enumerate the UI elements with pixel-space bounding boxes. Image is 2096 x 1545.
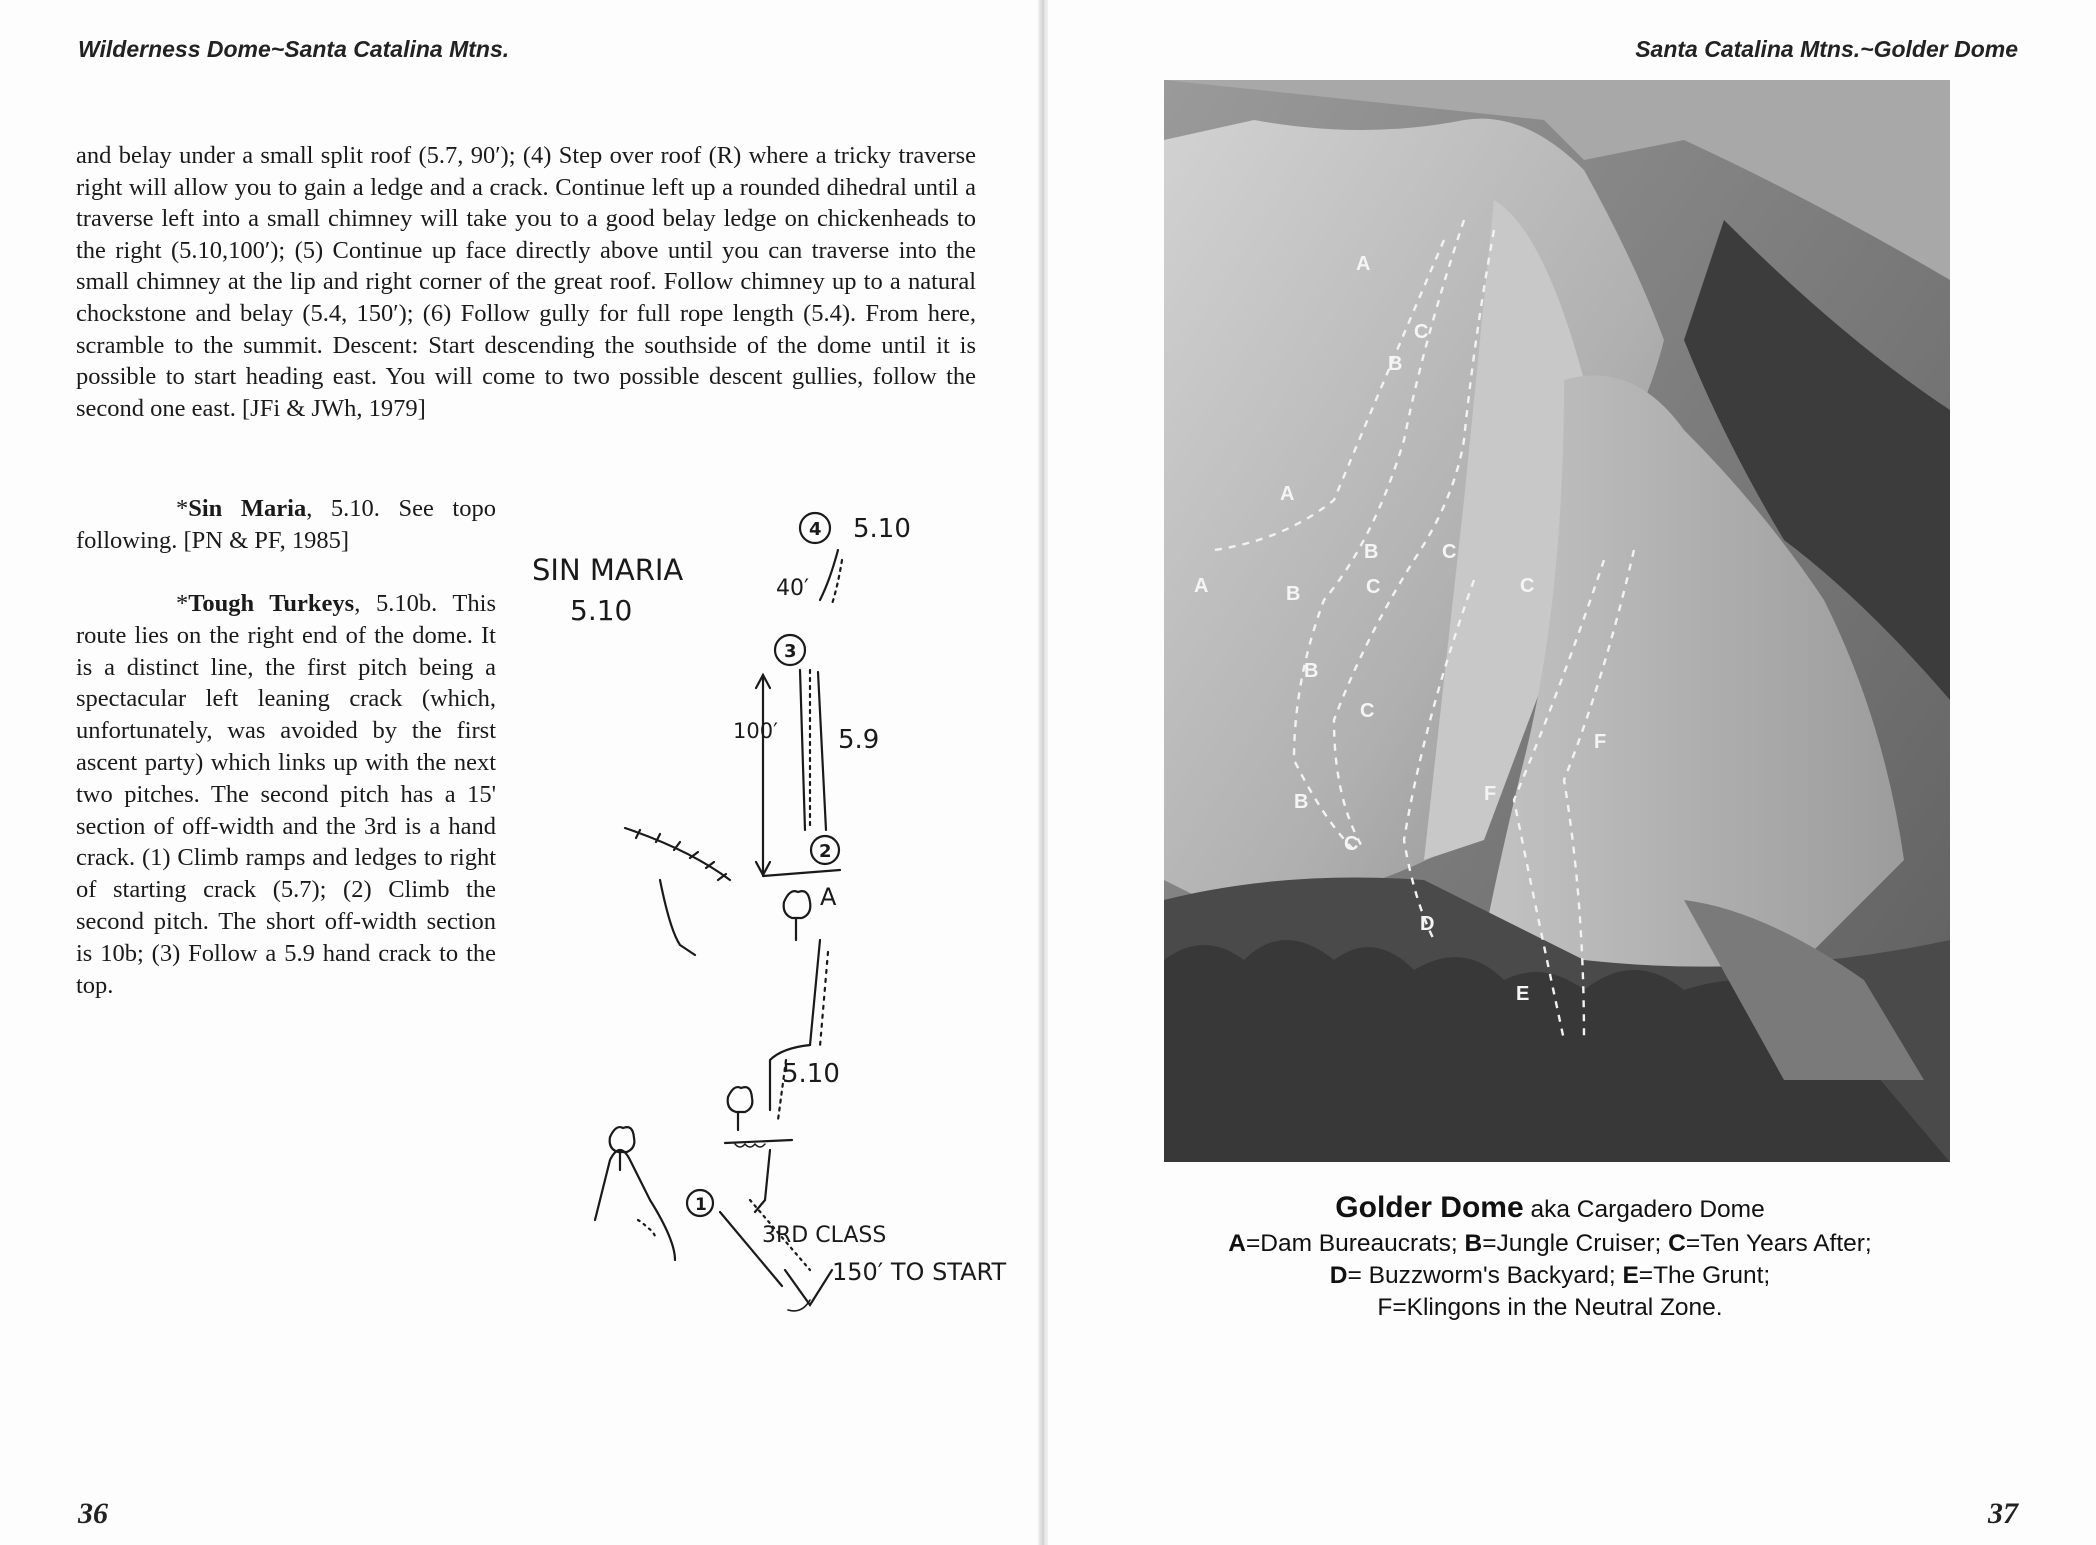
photo-label-e: E — [1516, 983, 1530, 1005]
legend-value-e: =The Grunt; — [1638, 1262, 1771, 1289]
pitch-grade-4: 5.10 — [853, 514, 911, 544]
photo-label-c-3: C — [1366, 576, 1381, 598]
photo-illustration — [1164, 80, 1950, 1162]
belay-number-2: 2 — [819, 841, 832, 862]
photo-label-b-4: B — [1304, 660, 1319, 682]
roof-line — [625, 828, 730, 880]
caption-dome-name: Golder Dome — [1335, 1191, 1524, 1224]
page-number-left: 36 — [78, 1497, 108, 1530]
page-number-right: 37 — [1988, 1497, 2018, 1530]
route-name-tough-turkeys: Tough Turkeys — [188, 590, 355, 617]
route-crack-line — [818, 672, 826, 830]
pitch-length-40: 40′ — [776, 576, 809, 601]
belay-number-4: 4 — [809, 519, 822, 540]
route-line-pitch3 — [800, 670, 805, 830]
pinnacle-outline — [595, 1150, 675, 1260]
photo-label-c-4: C — [1360, 700, 1375, 722]
photo-label-c-5: C — [1344, 833, 1359, 855]
legend-value-c: =Ten Years After; — [1685, 1230, 1872, 1257]
route-description-tough-turkeys: , 5.10b. This route lies on the right end of the dome. It is a distinct line, the first pitch being a spectacular left leaning crack (which, unfortunately, was avoided by the first ascent party) which links up with the next two pitches. The second pitch has a 15' section of off-width and the 3rd is a hand crack. (1) Climb ramps and ledges to right of starting crack (5.7); (2) Climb the second pitch. The short off-width section is 10b; (3) Follow a 5.9 hand crack to the top. — [76, 590, 496, 999]
photo-label-b-5: B — [1294, 791, 1309, 813]
topo-grade: 5.10 — [570, 594, 633, 627]
left-page — [0, 0, 1040, 1545]
photo-label-b-3: B — [1286, 583, 1301, 605]
corner-line — [660, 880, 695, 955]
legend-value-a: =Dam Bureaucrats; — [1245, 1230, 1465, 1257]
photo-label-d: D — [1420, 913, 1435, 935]
caption-aka: aka Cargadero Dome — [1523, 1196, 1765, 1223]
photo-caption-title — [1120, 1192, 1980, 1226]
photo-label-b-2: B — [1364, 541, 1379, 563]
photo-label-a-3: A — [1194, 575, 1209, 597]
pitch-grade-510-lower: 5.10 — [782, 1059, 840, 1089]
pitch-grade-59: 5.9 — [838, 725, 880, 755]
photo-label-c-2: C — [1442, 541, 1457, 563]
sin-maria-topo-diagram — [520, 500, 1040, 1340]
photo-label-f-1: C — [1520, 575, 1535, 597]
route-line-start — [755, 1150, 770, 1212]
belay-number-3: 3 — [784, 641, 797, 662]
route-name-sin-maria: Sin Maria — [188, 495, 307, 522]
route-sin-maria — [76, 493, 496, 557]
legend-key-c: C — [1668, 1230, 1686, 1257]
caption-legend-line-1 — [1120, 1228, 1980, 1260]
route-line-pitch1 — [810, 940, 820, 1045]
running-head-right: Santa Catalina Mtns.~Golder Dome — [1635, 36, 2018, 62]
legend-value-d: = Buzzworm's Backyard; — [1347, 1262, 1623, 1289]
route-description-sin-maria: , 5.10. See topo following. [PN & PF, 1985] — [76, 495, 496, 554]
pitch-length-100: 100′ — [733, 719, 778, 743]
tree-icon-1 — [784, 891, 811, 918]
photo-label-a-1: A — [1356, 253, 1371, 275]
photo-label-f-2: F — [1594, 731, 1607, 753]
photo-label-a-2: A — [1280, 483, 1295, 505]
route-star: * — [176, 495, 189, 522]
photo-label-f-3: F — [1484, 783, 1497, 805]
ledge-line — [725, 1140, 792, 1143]
legend-key-e: E — [1622, 1262, 1639, 1289]
approach-label-distance: 150′ TO START — [832, 1258, 1007, 1286]
approach-label-class: 3RD CLASS — [762, 1223, 887, 1248]
route-continuation-text: and belay under a small split roof (5.7, 90′); (4) Step over roof (R) where a tricky traverse right will allow you to gain a ledge and a crack. Continue left up a rounded dihedral until a traverse left into a small chimney will take you to a good belay ledge on chickenheads to the right (5.10,100′); (5) Continue up face directly above until you can traverse into the small chimney at the lip and right corner of the great roof. Follow chimney up to a natural chockstone and belay (5.4, 150′); (6) Follow gully for full rope length (5.4). From here, scramble to the summit. Descent: Start descending the southside of the dome until it is possible to start heading east. You will come to two possible descent gullies, follow the second one east. [JFi & JWh, 1979] — [76, 142, 976, 422]
legend-key-d: D — [1329, 1262, 1348, 1289]
photo-label-b-1: B — [1388, 353, 1403, 375]
golder-dome-photo — [1164, 80, 1950, 1162]
route-star: * — [176, 590, 189, 617]
route-tough-turkeys — [76, 588, 496, 1001]
tree-icon-3 — [610, 1127, 635, 1152]
legend-key-b: B — [1464, 1230, 1483, 1257]
legend-key-a: A — [1228, 1230, 1246, 1257]
running-head-left: Wilderness Dome~Santa Catalina Mtns. — [78, 36, 510, 62]
photo-label-c-1: C — [1414, 321, 1429, 343]
tree-icon-2 — [728, 1087, 753, 1112]
caption-legend-line-3: F=Klingons in the Neutral Zone. — [1377, 1294, 1723, 1321]
legend-value-b: =Jungle Cruiser; — [1482, 1230, 1669, 1257]
caption-legend-line-2 — [1120, 1260, 1980, 1292]
topo-label-a: A — [820, 883, 837, 911]
topo-title: SIN MARIA — [532, 553, 684, 587]
belay-number-1: 1 — [695, 1195, 707, 1215]
approach-arrow-head — [785, 1270, 832, 1305]
